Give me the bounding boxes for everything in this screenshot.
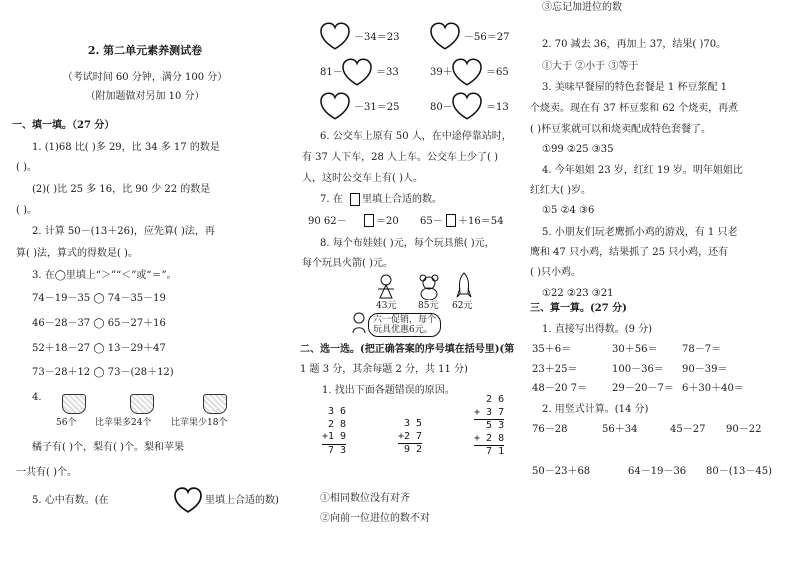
- oral-calc-8: 29－20－7＝: [612, 383, 674, 394]
- option-1: ①相同数位没有对齐: [320, 493, 410, 504]
- heart-eq-1: －34＝23: [354, 32, 400, 43]
- vertical-calc-3: [474, 394, 504, 459]
- written-calc-3: 45－27: [670, 424, 706, 435]
- bear-price: 85元: [418, 301, 439, 311]
- oral-calc-5: 100－36＝: [612, 364, 664, 375]
- c-q5-line3: ( )只小鸡。: [530, 267, 581, 278]
- q7-blank-1[interactable]: [364, 214, 374, 227]
- heart-blank-4[interactable]: [450, 58, 484, 86]
- compare-row-4: 73－28＋12 ◯ 73－(28＋12): [32, 367, 174, 378]
- s1-instruction: 1. 找出下面各题错误的原因。: [322, 385, 455, 396]
- q7-eq1-left: 90 62－: [308, 216, 347, 227]
- v1-row-1: 3 6: [322, 406, 347, 417]
- v3-result: 7 1: [474, 446, 505, 457]
- heart-eq-4-right: ＝65: [486, 67, 509, 78]
- c-q4-line1: 4. 今年姐姐 23 岁，红红 19 岁。明年姐姐比: [542, 165, 743, 176]
- calc-part2-heading: 2. 用竖式计算。(14 分): [542, 404, 649, 415]
- heart-icon: [173, 487, 203, 513]
- written-calc-1: 76－28: [532, 424, 568, 435]
- v2-row-2: +2 7: [398, 430, 423, 442]
- q8-line2: 每个玩具火箭( )元。: [302, 258, 393, 269]
- option-2: ②向前一位进位的数不对: [320, 513, 430, 524]
- heart-blank-5[interactable]: [318, 92, 352, 120]
- v3-row-2: + 3 7: [474, 406, 505, 418]
- calc-part1-heading: 1. 直接写出得数。(9 分): [542, 324, 653, 335]
- oral-calc-6: 90－39＝: [682, 364, 728, 375]
- v1-result: 7 3: [322, 444, 347, 456]
- doll-icon: [376, 274, 396, 300]
- heart-blank-3[interactable]: [340, 58, 374, 86]
- section-1-heading: 一、填一填。（27 分）: [12, 120, 115, 131]
- written-calc-5: 50－23＋68: [532, 466, 591, 477]
- q4-number: 4.: [32, 392, 42, 403]
- child-icon: [350, 312, 368, 334]
- v2-result: 9 2: [398, 444, 423, 455]
- c-q3-line1: 3. 美味早餐屋的特色套餐是 1 杯豆浆配 1: [542, 82, 727, 93]
- q7-suffix: 里填上合适的数。: [362, 194, 442, 205]
- heart-blank-6[interactable]: [450, 92, 484, 120]
- compare-row-1: 74－19－35 ◯ 74－35－19: [32, 293, 166, 304]
- c-q5-options: ①22 ②23 ③21: [542, 288, 614, 299]
- test-title: 2. 第二单元素养测试卷: [87, 44, 203, 57]
- q6-line1: 6. 公交车上原有 50 人，在中途停靠站时，: [320, 131, 512, 142]
- teddy-bear-icon: [418, 274, 440, 300]
- v1-row-2: 2 8: [322, 418, 347, 430]
- q1-part2-answer: ( )。: [16, 205, 37, 216]
- apple-count-label: 56个: [56, 418, 77, 428]
- promo-speech-bubble: [368, 313, 441, 337]
- c-q5-line1: 5. 小朋友们玩老鹰抓小鸡的游戏，有 1 只老: [542, 227, 738, 238]
- orange-basket-image: [130, 394, 154, 414]
- oral-calc-3: 78－7＝: [682, 344, 722, 355]
- written-calc-7: 80－(13－45): [706, 466, 772, 477]
- oral-calc-7: 48－20 7＝: [532, 383, 587, 394]
- heart-eq-4-left: 39＋: [430, 67, 453, 78]
- q5-prefix: 5. 心中有数。(在: [32, 495, 109, 506]
- q6-line2: 有 37 人下车，28 人上车。公交车上少了( ): [302, 152, 498, 163]
- q2-line1: 2. 计算 50－(13＋26)，应先算( )法，再: [32, 226, 215, 237]
- vertical-calc-2: [398, 418, 422, 457]
- q5-suffix: 里填上合适的数): [205, 495, 279, 506]
- q7-blank-2[interactable]: [446, 214, 456, 227]
- q7-eq2-left: 65－: [420, 216, 443, 227]
- option-3: ③忘记加进位的数: [542, 2, 622, 13]
- written-calc-2: 56＋34: [602, 424, 638, 435]
- oral-calc-4: 23＋25＝: [532, 364, 578, 375]
- exam-time-note: （考试时间 60 分钟，满分 100 分）: [62, 72, 228, 83]
- heart-eq-6-left: 80－: [430, 102, 453, 113]
- pear-hint-label: 比苹果少18个: [171, 418, 228, 428]
- c-q2: 2. 70 减去 36，再加上 37，结果( )70。: [542, 39, 727, 50]
- promo-line-1: 六一促销，每个: [373, 315, 437, 325]
- pear-basket-image: [203, 394, 227, 414]
- heart-eq-6-right: ＝13: [486, 102, 509, 113]
- section-3-heading: 三、算一算。(27 分): [530, 303, 627, 314]
- section-2-scoring: 1 题 3 分，其余每题 2 分，共 11 分): [300, 364, 468, 375]
- v1-row-3: +1 9: [322, 431, 347, 442]
- middle-column: [294, 0, 530, 561]
- q3-instruction: 3. 在◯里填上“＞”“＜”或“＝”。: [32, 270, 177, 281]
- toy-rocket-icon: [456, 272, 472, 300]
- oral-calc-1: 35＋6＝: [532, 344, 572, 355]
- v2-row-1: 3 5: [398, 418, 423, 429]
- q4-line2: 一共有( )个。: [16, 467, 77, 478]
- c-q3-line2: 个烧卖。现在有 37 杯豆浆和 62 个烧卖，再煮: [530, 103, 739, 114]
- heart-eq-2: －56＝27: [464, 32, 510, 43]
- c-q5-line2: 鹰和 47 只小鸡，结果抓了 25 只小鸡，还有: [530, 247, 729, 258]
- q7-eq1-right: ＝20: [376, 216, 399, 227]
- oral-calc-9: 6＋30＋40＝: [682, 383, 744, 394]
- section-2-heading: 二、选一选。(把正确答案的序号填在括号里)(第: [300, 344, 515, 355]
- q1-part2: (2)( )比 25 多 16，比 90 少 22 的数是: [32, 184, 211, 195]
- bonus-note: （附加题做对另加 10 分）: [85, 91, 205, 102]
- left-column: [0, 0, 290, 561]
- q7-eq2-right: ＋16＝54: [458, 216, 504, 227]
- right-column: [530, 0, 794, 561]
- c-q3-options: ①99 ②25 ③35: [542, 144, 614, 155]
- blank-box-icon: [350, 193, 360, 206]
- v3-row-4: + 2 8: [474, 432, 505, 444]
- vertical-calc-1: [322, 406, 346, 457]
- promo-line-2: 玩具优惠6元。: [373, 325, 433, 335]
- heart-eq-3-right: ＝33: [376, 67, 399, 78]
- q2-line2: 算( )法，算式的得数是( )。: [16, 248, 138, 259]
- q1-part1: 1. (1)68 比( )多 29，比 34 多 17 的数是: [32, 142, 220, 153]
- rocket-price: 62元: [452, 301, 473, 311]
- heart-blank-2[interactable]: [428, 22, 462, 50]
- compare-row-2: 46－28－37 ◯ 65－27＋16: [32, 318, 166, 329]
- v3-row-3: 5 3: [474, 420, 505, 431]
- apple-basket-image: [62, 394, 86, 414]
- c-q2-options: ①大于 ②小于 ③等于: [542, 61, 639, 72]
- q4-line1: 橘子有( )个，梨有( )个。梨和苹果: [32, 442, 184, 453]
- heart-eq-3-left: 81－: [320, 67, 343, 78]
- heart-eq-5: －31＝25: [354, 102, 400, 113]
- heart-blank-1[interactable]: [318, 22, 352, 50]
- written-calc-6: 64－19－36: [628, 466, 687, 477]
- c-q4-options: ①5 ②4 ③6: [542, 205, 595, 216]
- orange-hint-label: 比苹果多24个: [95, 418, 152, 428]
- oral-calc-2: 30＋56＝: [612, 344, 658, 355]
- q7-prefix: 7. 在: [320, 194, 343, 205]
- q1-part1-answer: ( )。: [16, 162, 37, 173]
- c-q4-line2: 红红大( )岁。: [530, 185, 591, 196]
- compare-row-3: 52＋18－27 ◯ 13－29＋47: [32, 343, 166, 354]
- v3-row-1: 2 6: [474, 394, 505, 405]
- q6-line3: 人，这时公交车上有( )人。: [302, 173, 423, 184]
- c-q3-line3: ( )杯豆浆就可以和烧卖配成特色套餐了。: [530, 124, 711, 135]
- q8-line1: 8. 每个布娃娃( )元，每个玩具熊( )元，: [320, 238, 495, 249]
- doll-price: 43元: [376, 301, 397, 311]
- written-calc-4: 90－22: [726, 424, 762, 435]
